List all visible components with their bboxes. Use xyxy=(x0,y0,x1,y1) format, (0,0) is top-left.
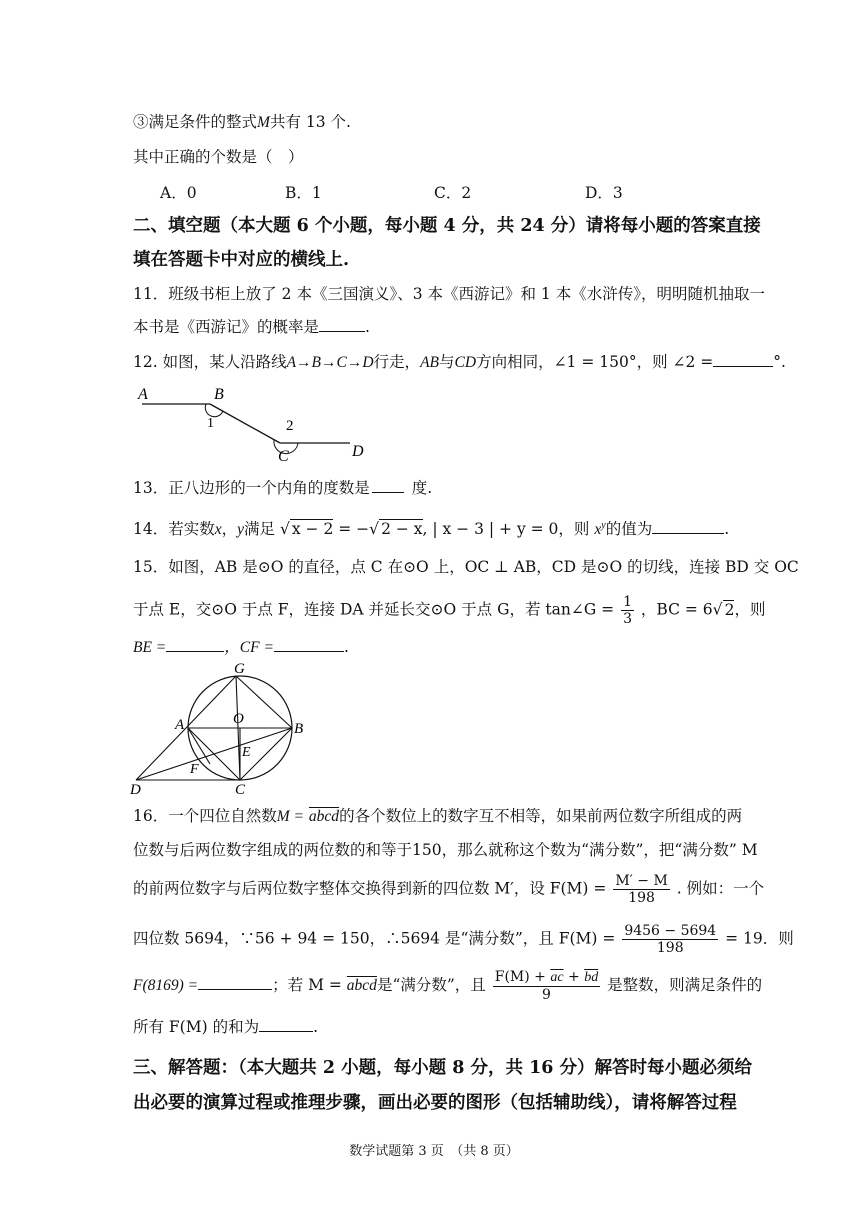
q11-line2: 本书是《西游记》的概率是 . xyxy=(133,318,370,336)
q15-label-a: A xyxy=(175,717,185,733)
q15-label-e: E xyxy=(242,745,251,760)
q16-line5: F(8169) = ；若 M = abcd是“满分数”，且 $\frac{F(M) + \overline{ac} + \overline{bd}}{9}$ 是整数，则满足条件的 xyxy=(133,969,763,1003)
q13-answer-blank[interactable] xyxy=(372,478,404,493)
q15-line2: 于点 E，交⊙O 于点 F，连接 DA 并延长交⊙O 于点 G，若 tan∠G = $\frac{1}{3}$ ，BC = 6√ 2，则 xyxy=(133,594,766,627)
q12-answer-blank[interactable] xyxy=(713,352,773,367)
q15-be-blank[interactable] xyxy=(166,637,224,652)
q12-label-a: A xyxy=(138,386,148,403)
q14-answer-blank[interactable] xyxy=(652,519,724,534)
section2-heading-line2: 填在答题卡中对应的横线上. xyxy=(133,250,350,270)
q16-frac-example: $\frac{9456 - 5694}{198}$ xyxy=(624,923,717,956)
q16-line2: 位数与后两位数字组成的两位数的和等于150，那么就称这个数为“满分数”，把“满分数” M xyxy=(133,841,758,859)
q10-prompt: 其中正确的个数是（ ） xyxy=(133,148,304,166)
q16-frac-fm: $\frac{M' - M}{198}$ xyxy=(615,873,668,906)
q15-label-o: O xyxy=(233,711,244,727)
q11-answer-blank[interactable] xyxy=(319,317,365,332)
q15-label-g: G xyxy=(234,661,245,677)
q12-label-1: 1 xyxy=(207,416,214,431)
q16-line4: 四位数 5694，∵56 + 94 = 150，∴5694 是“满分数”，且 F(M) = $\frac{9456 - 5694}{198}$ = 19．则 xyxy=(133,923,794,956)
q15-line1: 15．如图，AB 是⊙O 的直径，点 C 在⊙O 上，OC ⊥ AB，CD 是⊙O 的切线，连接 BD 交 OC xyxy=(133,558,799,576)
q10-statement-3: ③满足条件的整式M共有 13 个. xyxy=(133,113,351,131)
q16-f8169-blank[interactable] xyxy=(198,975,272,990)
q12-label-2: 2 xyxy=(286,418,294,434)
q12-text: 12. 如图，某人沿路线A→B→C→D行走，AB与CD方向相同，∠1 = 150°，则 ∠2 = °. xyxy=(133,353,786,371)
q11-line1: 11．班级书柜上放了 2 本《三国演义》、3 本《西游记》和 1 本《水浒传》，明明随机抽取一 xyxy=(133,285,765,303)
q16-line1: 16．一个四位自然数M = abcd的各个数位上的数字互不相等，如果前两位数字所组成的两 xyxy=(133,807,743,825)
q15-label-c: C xyxy=(235,782,246,796)
q15-figure xyxy=(128,660,318,796)
choice-b: B．1 xyxy=(285,184,322,202)
q12-label-d: D xyxy=(352,443,364,460)
q15-fraction: $\frac{1}{3}$ xyxy=(623,594,632,627)
q12-figure xyxy=(130,380,370,465)
q15-cf-blank[interactable] xyxy=(274,637,344,652)
q16-frac-condition: $\frac{F(M) + \overline{ac} + \overline{bd}}{9}$ xyxy=(494,969,599,1003)
section3-heading-line2: 出必要的演算过程或推理步骤，画出必要的图形（包括辅助线），请将解答过程 xyxy=(133,1093,737,1113)
page-footer: 数学试题第 3 页 （共 8 页） xyxy=(349,1144,519,1159)
q12-label-b: B xyxy=(214,386,224,403)
q15-label-d: D xyxy=(130,782,141,796)
q16-sum-blank[interactable] xyxy=(259,1017,313,1032)
choice-d: D．3 xyxy=(585,184,623,202)
q16-line3: 的前两位数字与后两位数字整体交换得到新的四位数 M′，设 F(M) = $\frac{M' - M}{198}$ . 例如：一个 xyxy=(133,873,765,906)
q15-line3: BE = ，CF = . xyxy=(133,638,349,656)
q12-label-c: C xyxy=(278,448,289,465)
q16-line6: 所有 F(M) 的和为 . xyxy=(133,1018,319,1036)
q14-text: 14．若实数x，y满足 √ x − 2 = −√ 2 − x, | x − 3 | + y = 0，则 $x^y$的值为 . xyxy=(133,520,730,539)
q15-label-b: B xyxy=(294,721,304,737)
choice-a: A．0 xyxy=(160,184,197,202)
choice-c: C．2 xyxy=(434,184,472,202)
q15-label-f: F xyxy=(190,762,199,777)
q13-text: 13．正八边形的一个内角的度数是 度. xyxy=(133,479,433,497)
section3-heading-line1: 三、解答题：（本大题共 2 小题，每小题 8 分，共 16 分）解答时每小题必须给 xyxy=(133,1058,753,1078)
section2-heading-line1: 二、填空题（本大题 6 个小题，每小题 4 分，共 24 分）请将每小题的答案直接 xyxy=(133,216,761,236)
